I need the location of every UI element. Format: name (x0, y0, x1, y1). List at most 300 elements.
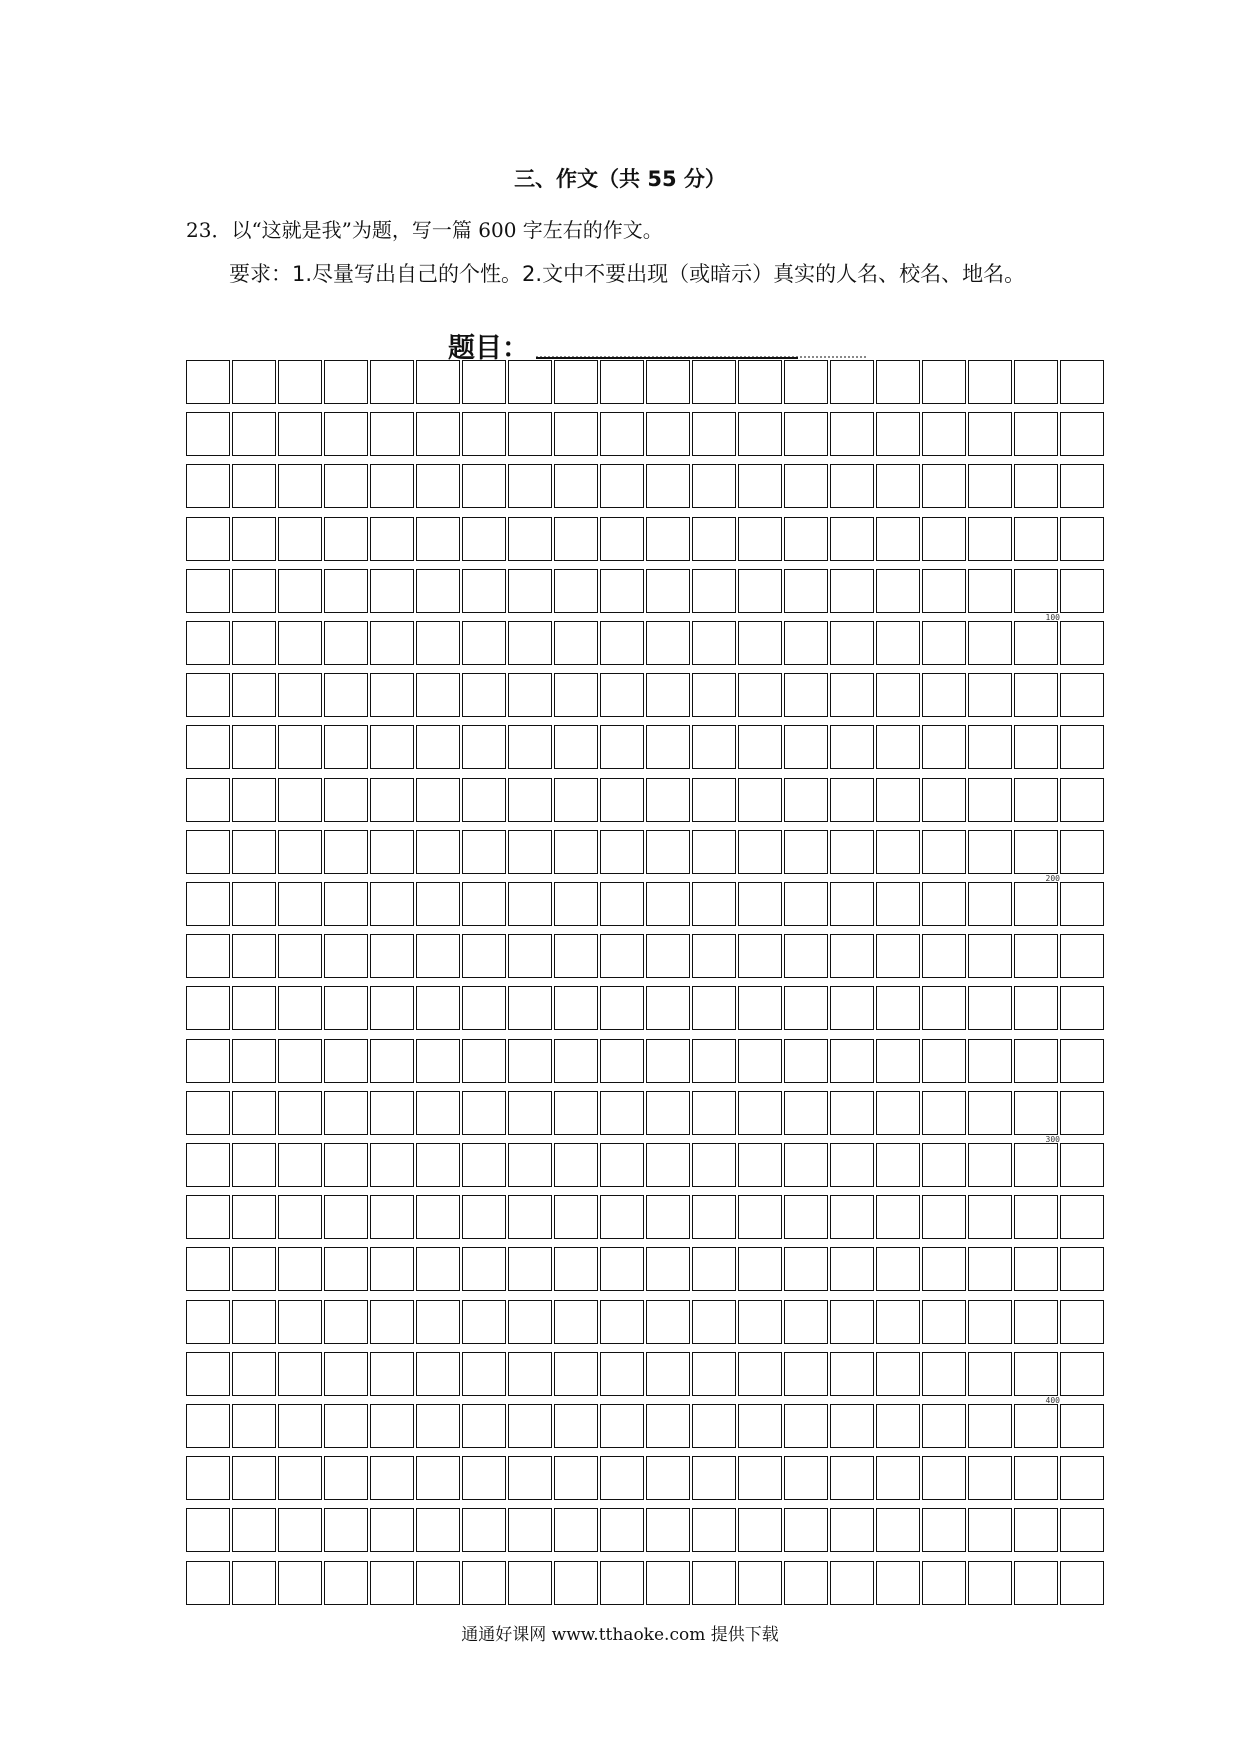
grid-cell[interactable] (968, 1091, 1012, 1135)
grid-cell[interactable] (186, 778, 230, 822)
grid-cell[interactable] (922, 1352, 966, 1396)
grid-cell[interactable] (416, 360, 460, 404)
grid-cell[interactable] (692, 778, 736, 822)
grid-cell[interactable] (462, 1039, 506, 1083)
grid-cell[interactable] (692, 464, 736, 508)
grid-cell[interactable] (968, 1143, 1012, 1187)
grid-cell[interactable] (876, 1561, 920, 1605)
grid-cell[interactable] (324, 1561, 368, 1605)
grid-cell[interactable] (692, 830, 736, 874)
grid-cell[interactable] (600, 1247, 644, 1291)
grid-cell[interactable] (738, 1508, 782, 1552)
grid-cell[interactable] (416, 1352, 460, 1396)
grid-cell[interactable] (324, 1508, 368, 1552)
grid-cell[interactable] (738, 882, 782, 926)
grid-cell[interactable] (646, 1300, 690, 1344)
grid-cell[interactable] (554, 1039, 598, 1083)
grid-cell[interactable] (876, 1143, 920, 1187)
grid-cell[interactable] (554, 1300, 598, 1344)
grid-cell[interactable] (186, 1247, 230, 1291)
grid-cell[interactable] (922, 1456, 966, 1500)
grid-cell[interactable] (876, 621, 920, 665)
grid-cell[interactable] (600, 830, 644, 874)
grid-cell[interactable] (1014, 1091, 1058, 1135)
grid-cell[interactable] (876, 1456, 920, 1500)
grid-cell[interactable] (600, 725, 644, 769)
grid-cell[interactable] (416, 882, 460, 926)
grid-cell[interactable] (738, 1143, 782, 1187)
grid-cell[interactable] (600, 934, 644, 978)
grid-cell[interactable] (232, 882, 276, 926)
grid-cell[interactable] (370, 1039, 414, 1083)
grid-cell[interactable] (784, 934, 828, 978)
grid-cell[interactable] (922, 1143, 966, 1187)
grid-cell[interactable] (922, 1247, 966, 1291)
grid-cell[interactable] (968, 1508, 1012, 1552)
grid-cell[interactable] (646, 1456, 690, 1500)
grid-cell[interactable] (692, 360, 736, 404)
grid-cell[interactable] (830, 1143, 874, 1187)
grid-cell[interactable] (186, 673, 230, 717)
grid-cell[interactable] (370, 1195, 414, 1239)
grid-cell[interactable] (232, 725, 276, 769)
grid-cell[interactable] (922, 1039, 966, 1083)
grid-cell[interactable] (646, 517, 690, 561)
grid-cell[interactable] (784, 569, 828, 613)
grid-cell[interactable] (1014, 934, 1058, 978)
grid-cell[interactable] (876, 778, 920, 822)
grid-cell[interactable] (692, 986, 736, 1030)
grid-cell[interactable] (278, 360, 322, 404)
grid-cell[interactable] (186, 569, 230, 613)
grid-cell[interactable] (370, 569, 414, 613)
grid-cell[interactable] (1060, 725, 1104, 769)
grid-cell[interactable] (600, 1561, 644, 1605)
grid-cell[interactable] (462, 1508, 506, 1552)
grid-cell[interactable] (784, 986, 828, 1030)
grid-cell[interactable] (1014, 1404, 1058, 1448)
grid-cell[interactable] (876, 1404, 920, 1448)
grid-cell[interactable] (186, 1508, 230, 1552)
grid-cell[interactable] (600, 986, 644, 1030)
grid-cell[interactable] (968, 673, 1012, 717)
essay-title-field[interactable] (448, 326, 868, 362)
grid-cell[interactable] (462, 517, 506, 561)
grid-cell[interactable] (1060, 1508, 1104, 1552)
grid-cell[interactable] (232, 1508, 276, 1552)
grid-cell[interactable] (416, 830, 460, 874)
grid-cell[interactable] (968, 986, 1012, 1030)
grid-cell[interactable] (600, 1352, 644, 1396)
grid-cell[interactable] (186, 517, 230, 561)
grid-cell[interactable] (692, 1561, 736, 1605)
grid-cell[interactable] (738, 1039, 782, 1083)
grid-cell[interactable] (278, 1247, 322, 1291)
grid-cell[interactable] (830, 778, 874, 822)
grid-cell[interactable] (646, 1404, 690, 1448)
grid-cell[interactable] (646, 1561, 690, 1605)
grid-cell[interactable] (370, 360, 414, 404)
grid-cell[interactable] (784, 778, 828, 822)
grid-cell[interactable] (508, 360, 552, 404)
grid-cell[interactable] (324, 464, 368, 508)
grid-cell[interactable] (646, 882, 690, 926)
grid-cell[interactable] (324, 1091, 368, 1135)
grid-cell[interactable] (1060, 778, 1104, 822)
grid-cell[interactable] (1060, 360, 1104, 404)
grid-cell[interactable] (784, 464, 828, 508)
grid-cell[interactable] (554, 1561, 598, 1605)
grid-cell[interactable] (1014, 1300, 1058, 1344)
grid-cell[interactable] (554, 517, 598, 561)
grid-cell[interactable] (186, 1300, 230, 1344)
grid-cell[interactable] (278, 1300, 322, 1344)
grid-cell[interactable] (278, 621, 322, 665)
grid-cell[interactable] (462, 1247, 506, 1291)
grid-cell[interactable] (646, 1352, 690, 1396)
grid-cell[interactable] (1060, 1143, 1104, 1187)
grid-cell[interactable] (922, 1404, 966, 1448)
grid-cell[interactable] (462, 360, 506, 404)
grid-cell[interactable] (876, 1352, 920, 1396)
grid-cell[interactable] (186, 725, 230, 769)
grid-cell[interactable] (830, 412, 874, 456)
grid-cell[interactable] (692, 1508, 736, 1552)
grid-cell[interactable] (324, 569, 368, 613)
grid-cell[interactable] (1060, 986, 1104, 1030)
grid-cell[interactable] (278, 1143, 322, 1187)
grid-cell[interactable] (968, 517, 1012, 561)
grid-cell[interactable] (830, 517, 874, 561)
grid-cell[interactable] (508, 1456, 552, 1500)
grid-cell[interactable] (876, 830, 920, 874)
grid-cell[interactable] (508, 569, 552, 613)
grid-cell[interactable] (416, 778, 460, 822)
grid-cell[interactable] (278, 673, 322, 717)
grid-cell[interactable] (738, 830, 782, 874)
grid-cell[interactable] (416, 1404, 460, 1448)
grid-cell[interactable] (508, 1508, 552, 1552)
grid-cell[interactable] (830, 1352, 874, 1396)
grid-cell[interactable] (508, 1300, 552, 1344)
grid-cell[interactable] (830, 830, 874, 874)
grid-cell[interactable] (278, 882, 322, 926)
grid-cell[interactable] (876, 1300, 920, 1344)
grid-cell[interactable] (968, 725, 1012, 769)
grid-cell[interactable] (1060, 1561, 1104, 1605)
grid-cell[interactable] (830, 464, 874, 508)
grid-cell[interactable] (1060, 1352, 1104, 1396)
grid-cell[interactable] (508, 1352, 552, 1396)
grid-cell[interactable] (462, 1352, 506, 1396)
grid-cell[interactable] (968, 621, 1012, 665)
grid-cell[interactable] (738, 673, 782, 717)
grid-cell[interactable] (278, 412, 322, 456)
grid-cell[interactable] (922, 830, 966, 874)
grid-cell[interactable] (1014, 1039, 1058, 1083)
grid-cell[interactable] (186, 1561, 230, 1605)
grid-cell[interactable] (830, 1561, 874, 1605)
grid-cell[interactable] (462, 934, 506, 978)
grid-cell[interactable] (324, 1247, 368, 1291)
grid-cell[interactable] (738, 1195, 782, 1239)
grid-cell[interactable] (968, 1195, 1012, 1239)
grid-cell[interactable] (922, 725, 966, 769)
grid-cell[interactable] (1014, 1352, 1058, 1396)
grid-cell[interactable] (968, 412, 1012, 456)
grid-cell[interactable] (554, 1091, 598, 1135)
grid-cell[interactable] (416, 1561, 460, 1605)
grid-cell[interactable] (324, 360, 368, 404)
grid-cell[interactable] (646, 673, 690, 717)
grid-cell[interactable] (692, 725, 736, 769)
grid-cell[interactable] (600, 778, 644, 822)
grid-cell[interactable] (232, 1352, 276, 1396)
grid-cell[interactable] (600, 1508, 644, 1552)
grid-cell[interactable] (554, 1404, 598, 1448)
grid-cell[interactable] (462, 1561, 506, 1605)
grid-cell[interactable] (876, 1039, 920, 1083)
grid-cell[interactable] (186, 360, 230, 404)
grid-cell[interactable] (646, 830, 690, 874)
grid-cell[interactable] (784, 1195, 828, 1239)
grid-cell[interactable] (738, 464, 782, 508)
grid-cell[interactable] (600, 464, 644, 508)
grid-cell[interactable] (462, 830, 506, 874)
grid-cell[interactable] (738, 1300, 782, 1344)
grid-cell[interactable] (508, 673, 552, 717)
grid-cell[interactable] (1060, 1300, 1104, 1344)
grid-cell[interactable] (692, 517, 736, 561)
grid-cell[interactable] (876, 1195, 920, 1239)
grid-cell[interactable] (922, 934, 966, 978)
grid-cell[interactable] (324, 412, 368, 456)
grid-cell[interactable] (784, 1404, 828, 1448)
grid-cell[interactable] (370, 1143, 414, 1187)
grid-cell[interactable] (186, 1195, 230, 1239)
grid-cell[interactable] (278, 830, 322, 874)
grid-cell[interactable] (876, 517, 920, 561)
grid-cell[interactable] (554, 1456, 598, 1500)
grid-cell[interactable] (370, 1508, 414, 1552)
grid-cell[interactable] (416, 1456, 460, 1500)
grid-cell[interactable] (186, 934, 230, 978)
grid-cell[interactable] (278, 517, 322, 561)
grid-cell[interactable] (232, 517, 276, 561)
grid-cell[interactable] (600, 1039, 644, 1083)
grid-cell[interactable] (968, 934, 1012, 978)
grid-cell[interactable] (692, 1352, 736, 1396)
grid-cell[interactable] (1014, 1508, 1058, 1552)
grid-cell[interactable] (416, 517, 460, 561)
grid-cell[interactable] (876, 1247, 920, 1291)
grid-cell[interactable] (416, 464, 460, 508)
grid-cell[interactable] (1060, 412, 1104, 456)
grid-cell[interactable] (784, 1508, 828, 1552)
grid-cell[interactable] (508, 882, 552, 926)
grid-cell[interactable] (186, 830, 230, 874)
grid-cell[interactable] (968, 1352, 1012, 1396)
grid-cell[interactable] (232, 1404, 276, 1448)
grid-cell[interactable] (922, 986, 966, 1030)
grid-cell[interactable] (370, 621, 414, 665)
grid-cell[interactable] (922, 464, 966, 508)
grid-cell[interactable] (232, 986, 276, 1030)
grid-cell[interactable] (508, 1039, 552, 1083)
grid-cell[interactable] (278, 464, 322, 508)
grid-cell[interactable] (232, 1195, 276, 1239)
grid-cell[interactable] (416, 725, 460, 769)
grid-cell[interactable] (324, 1300, 368, 1344)
grid-cell[interactable] (784, 830, 828, 874)
grid-cell[interactable] (554, 1247, 598, 1291)
grid-cell[interactable] (738, 1404, 782, 1448)
grid-cell[interactable] (1060, 934, 1104, 978)
grid-cell[interactable] (830, 569, 874, 613)
grid-cell[interactable] (416, 412, 460, 456)
grid-cell[interactable] (784, 360, 828, 404)
grid-cell[interactable] (830, 1039, 874, 1083)
grid-cell[interactable] (186, 621, 230, 665)
grid-cell[interactable] (416, 673, 460, 717)
grid-cell[interactable] (922, 1561, 966, 1605)
grid-cell[interactable] (738, 934, 782, 978)
grid-cell[interactable] (232, 1561, 276, 1605)
grid-cell[interactable] (784, 1456, 828, 1500)
grid-cell[interactable] (1014, 778, 1058, 822)
grid-cell[interactable] (186, 1404, 230, 1448)
grid-cell[interactable] (186, 986, 230, 1030)
grid-cell[interactable] (1060, 517, 1104, 561)
grid-cell[interactable] (1014, 1456, 1058, 1500)
grid-cell[interactable] (232, 412, 276, 456)
grid-cell[interactable] (784, 1039, 828, 1083)
grid-cell[interactable] (1060, 569, 1104, 613)
grid-cell[interactable] (1014, 360, 1058, 404)
grid-cell[interactable] (692, 934, 736, 978)
grid-cell[interactable] (554, 934, 598, 978)
grid-cell[interactable] (324, 1456, 368, 1500)
grid-cell[interactable] (1014, 1247, 1058, 1291)
grid-cell[interactable] (186, 882, 230, 926)
grid-cell[interactable] (600, 517, 644, 561)
grid-cell[interactable] (232, 778, 276, 822)
grid-cell[interactable] (692, 1091, 736, 1135)
grid-cell[interactable] (784, 1352, 828, 1396)
grid-cell[interactable] (646, 778, 690, 822)
grid-cell[interactable] (1014, 830, 1058, 874)
grid-cell[interactable] (462, 882, 506, 926)
grid-cell[interactable] (416, 621, 460, 665)
grid-cell[interactable] (646, 412, 690, 456)
grid-cell[interactable] (738, 1091, 782, 1135)
grid-cell[interactable] (922, 412, 966, 456)
grid-cell[interactable] (692, 1039, 736, 1083)
grid-cell[interactable] (1060, 621, 1104, 665)
grid-cell[interactable] (232, 1247, 276, 1291)
grid-cell[interactable] (554, 882, 598, 926)
grid-cell[interactable] (600, 1300, 644, 1344)
grid-cell[interactable] (784, 621, 828, 665)
grid-cell[interactable] (922, 1300, 966, 1344)
grid-cell[interactable] (462, 1404, 506, 1448)
grid-cell[interactable] (508, 1247, 552, 1291)
grid-cell[interactable] (876, 934, 920, 978)
grid-cell[interactable] (370, 725, 414, 769)
grid-cell[interactable] (968, 1300, 1012, 1344)
grid-cell[interactable] (232, 934, 276, 978)
grid-cell[interactable] (186, 1352, 230, 1396)
grid-cell[interactable] (370, 517, 414, 561)
grid-cell[interactable] (830, 1247, 874, 1291)
grid-cell[interactable] (416, 986, 460, 1030)
grid-cell[interactable] (600, 673, 644, 717)
grid-cell[interactable] (462, 1143, 506, 1187)
grid-cell[interactable] (738, 778, 782, 822)
grid-cell[interactable] (968, 1247, 1012, 1291)
grid-cell[interactable] (600, 882, 644, 926)
grid-cell[interactable] (416, 1300, 460, 1344)
grid-cell[interactable] (508, 1091, 552, 1135)
grid-cell[interactable] (876, 464, 920, 508)
grid-cell[interactable] (370, 830, 414, 874)
grid-cell[interactable] (646, 569, 690, 613)
grid-cell[interactable] (324, 673, 368, 717)
grid-cell[interactable] (692, 1143, 736, 1187)
grid-cell[interactable] (646, 621, 690, 665)
grid-cell[interactable] (1014, 569, 1058, 613)
grid-cell[interactable] (324, 882, 368, 926)
grid-cell[interactable] (692, 673, 736, 717)
grid-cell[interactable] (370, 1404, 414, 1448)
grid-cell[interactable] (278, 1561, 322, 1605)
grid-cell[interactable] (232, 1143, 276, 1187)
grid-cell[interactable] (462, 1300, 506, 1344)
grid-cell[interactable] (370, 1091, 414, 1135)
grid-cell[interactable] (692, 569, 736, 613)
grid-cell[interactable] (554, 1508, 598, 1552)
grid-cell[interactable] (232, 464, 276, 508)
grid-cell[interactable] (416, 1195, 460, 1239)
grid-cell[interactable] (784, 1300, 828, 1344)
grid-cell[interactable] (830, 986, 874, 1030)
grid-cell[interactable] (784, 725, 828, 769)
grid-cell[interactable] (416, 934, 460, 978)
grid-cell[interactable] (600, 1456, 644, 1500)
grid-cell[interactable] (1014, 517, 1058, 561)
grid-cell[interactable] (324, 986, 368, 1030)
grid-cell[interactable] (830, 1508, 874, 1552)
grid-cell[interactable] (738, 986, 782, 1030)
grid-cell[interactable] (370, 1561, 414, 1605)
grid-cell[interactable] (508, 1404, 552, 1448)
grid-cell[interactable] (784, 1247, 828, 1291)
grid-cell[interactable] (554, 830, 598, 874)
grid-cell[interactable] (324, 778, 368, 822)
grid-cell[interactable] (232, 830, 276, 874)
grid-cell[interactable] (370, 934, 414, 978)
grid-cell[interactable] (830, 1456, 874, 1500)
grid-cell[interactable] (1014, 725, 1058, 769)
grid-cell[interactable] (1014, 1143, 1058, 1187)
grid-cell[interactable] (186, 464, 230, 508)
grid-cell[interactable] (922, 360, 966, 404)
grid-cell[interactable] (278, 1508, 322, 1552)
grid-cell[interactable] (646, 725, 690, 769)
grid-cell[interactable] (876, 673, 920, 717)
grid-cell[interactable] (1060, 1091, 1104, 1135)
grid-cell[interactable] (600, 412, 644, 456)
